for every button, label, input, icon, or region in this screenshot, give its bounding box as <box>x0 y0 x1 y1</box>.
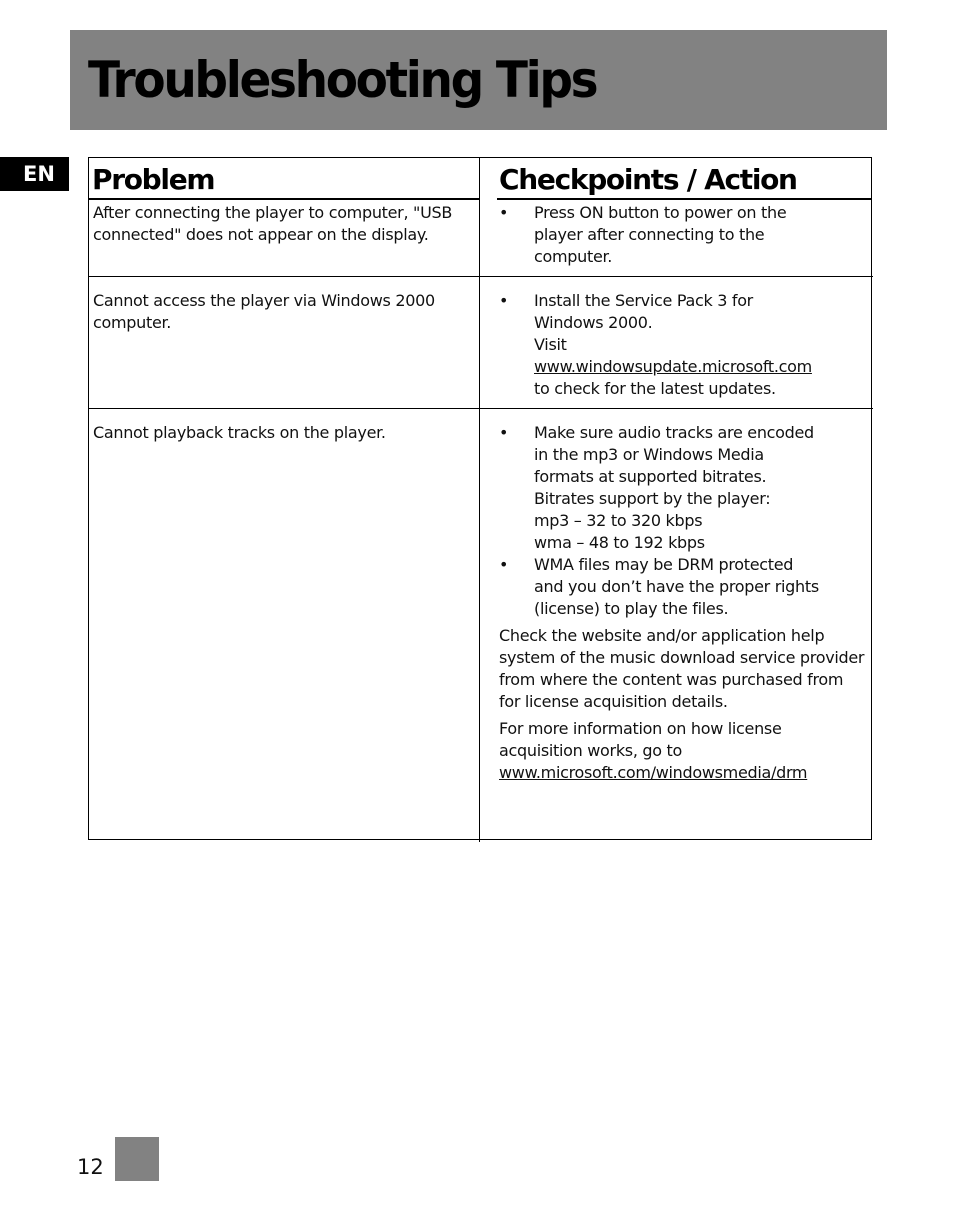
title-bar <box>70 30 887 130</box>
column-divider <box>479 158 480 842</box>
bullet-icon: • <box>499 203 509 222</box>
page-number: 12 <box>77 1155 104 1179</box>
drm-note: For more information on how license acquisition works, go to www.microsoft.com/windowsmedia/drm <box>499 718 869 784</box>
windowsupdate-link[interactable]: www.windowsupdate.microsoft.com <box>534 357 812 376</box>
row-divider-1 <box>89 276 873 277</box>
license-note: Check the website and/or application help system of the music download service provider from where the content was purchased from for license acquisition details. <box>499 626 865 711</box>
page-title: Troubleshooting Tips <box>88 51 597 109</box>
drm-link[interactable]: www.microsoft.com/windowsmedia/drm <box>499 763 808 782</box>
row-divider-2 <box>89 408 873 409</box>
page-marker <box>115 1137 159 1181</box>
bullet-icon: • <box>499 423 509 442</box>
problem-cell-1: After connecting the player to computer, "USB connected" does not appear on the display. <box>93 203 453 244</box>
header-rule-action <box>497 198 871 200</box>
problem-cell-3: Cannot playback tracks on the player. <box>93 423 386 442</box>
problem-cell-2: Cannot access the player via Windows 2000 computer. <box>93 291 435 332</box>
bullet-icon: • <box>499 555 509 574</box>
header-rule-problem <box>89 198 479 200</box>
header-problem: Problem <box>92 163 215 196</box>
language-tab: EN <box>0 157 69 191</box>
header-action: Checkpoints / Action <box>499 163 797 196</box>
bullet-icon: • <box>499 291 509 310</box>
troubleshooting-table: Problem Checkpoints / Action After connecting the player to computer, "USB connected" does not appear on the display. • Press ON button to power on the player after connecting to the computer. Cannot access the player via Windows 2000 computer. • Install the Service Pack 3 for Windows 2000. Visit www.windowsupdate.microsoft.com to check for the latest updates. Cannot playback tracks on the player. • Make sure audio tracks are encoded in the mp3 or Windows Media formats at supported bitrates. Bitrates support by the player: mp3 – 32 to 320 kbps wma – 48 to 192 kbps • WMA files may be DRM protected and you don’t have the proper rights (license) to play the files. Check the website and/or application help system of the music download service provider from where the content was purchased from for license acquisition details. For more information on how license acquisition works, go to www.microsoft.com/windowsmedia/drm <box>88 157 872 840</box>
